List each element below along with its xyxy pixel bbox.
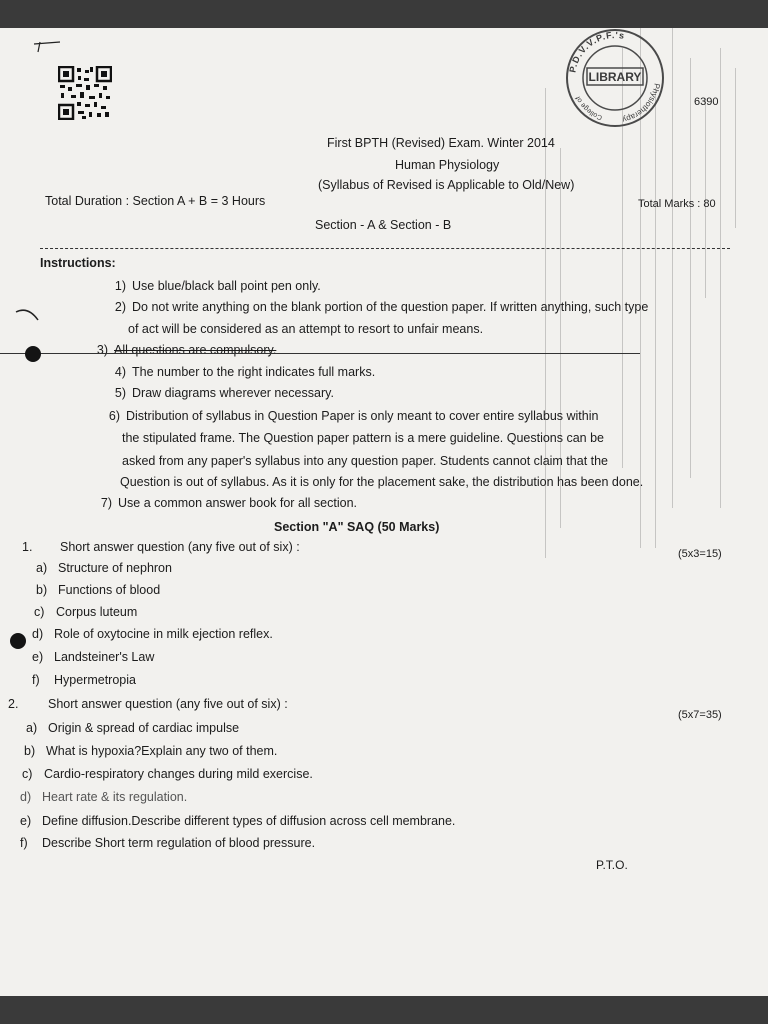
- instruction-1: 1) Use blue/black ball point pen only.: [114, 279, 321, 293]
- punch-hole-bottom: [10, 633, 26, 649]
- library-stamp: [560, 28, 670, 128]
- q2-item-a: a) Origin & spread of cardiac impulse: [26, 721, 240, 735]
- instruction-2: 2) Do not write anything on the blank portion of the question paper. If written anything, such type: [114, 300, 649, 314]
- q2-item-b: b) What is hypoxia?Explain any two of them.: [24, 744, 278, 758]
- q1-item-f: f) Hypermetropia: [32, 673, 136, 687]
- instruction-2-cont: of act will be considered as an attempt to resort to unfair means.: [128, 322, 484, 336]
- stamp-ring-top: P.D.V.V.P.F.'s: [567, 29, 626, 74]
- instruction-7: 7) Use a common answer book for all section.: [100, 496, 357, 510]
- stamp-ring-side: College of: [574, 94, 604, 121]
- q1-number: 1.: [22, 540, 33, 554]
- section-a-title: Section "A" SAQ (50 Marks): [274, 520, 440, 534]
- punch-hole-top: [25, 346, 41, 362]
- instruction-6: 6) Distribution of syllabus in Question Paper is only meant to cover entire syllabus within: [108, 409, 599, 423]
- syllabus-note: (Syllabus of Revised is Applicable to Old/New): [318, 178, 575, 192]
- qr-code: [58, 66, 112, 120]
- q1-item-c: c) Corpus luteum: [34, 605, 138, 619]
- total-marks: Total Marks : 80: [638, 198, 716, 210]
- pto-note: P.T.O.: [596, 858, 628, 872]
- q1-item-a: a) Structure of nephron: [36, 561, 172, 575]
- q2-prompt: Short answer question (any five out of six) :: [48, 697, 288, 711]
- instruction-3: 3) All questions are compulsory.: [96, 343, 277, 357]
- sections-line: Section - A & Section - B: [315, 218, 452, 232]
- svg-text:College of: [575, 95, 604, 121]
- pen-mark-left: [14, 306, 44, 326]
- q2-item-f: f) Describe Short term regulation of blood pressure.: [20, 836, 316, 850]
- instruction-4: 4) The number to the right indicates full marks.: [114, 365, 376, 379]
- instructions-heading: Instructions:: [40, 256, 116, 270]
- q1-marks: (5x3=15): [678, 548, 722, 560]
- instruction-6-cont3: Question is out of syllabus. As it is only for the placement sake, the distribution has been done.: [120, 475, 644, 489]
- exam-paper: [0, 28, 768, 996]
- instruction-6-cont1: the stipulated frame. The Question paper pattern is a mere guideline. Questions can be: [122, 431, 605, 445]
- instruction-6-cont2: asked from any paper's syllabus into any question paper. Students cannot claim that the: [122, 454, 609, 468]
- q1-item-b: b) Functions of blood: [36, 583, 161, 597]
- stamp-center: LIBRARY: [588, 70, 642, 84]
- pen-mark-top: [30, 38, 70, 58]
- paper-code: 6390: [694, 96, 719, 108]
- q2-item-e: e) Define diffusion.Describe different types of diffusion across cell membrane.: [20, 814, 456, 828]
- subject: Human Physiology: [395, 158, 500, 172]
- header-divider: [40, 248, 730, 249]
- q1-item-d: d) Role of oxytocine in milk ejection reflex.: [32, 627, 273, 641]
- q2-marks: (5x7=35): [678, 709, 722, 721]
- q1-prompt: Short answer question (any five out of six) :: [60, 540, 300, 554]
- stamp-ring-bottom: Physiotherapy: [621, 82, 662, 125]
- instruction-5: 5) Draw diagrams wherever necessary.: [114, 386, 334, 400]
- q2-number: 2.: [8, 697, 19, 711]
- q1-item-e: e) Landsteiner's Law: [32, 650, 155, 664]
- strike-line: [0, 353, 640, 354]
- q2-item-d: d) Heart rate & its regulation.: [20, 790, 188, 804]
- q2-item-c: c) Cardio-respiratory changes during mild exercise.: [22, 767, 313, 781]
- total-duration: Total Duration : Section A + B = 3 Hours: [45, 194, 266, 208]
- exam-title: First BPTH (Revised) Exam. Winter 2014: [327, 136, 555, 150]
